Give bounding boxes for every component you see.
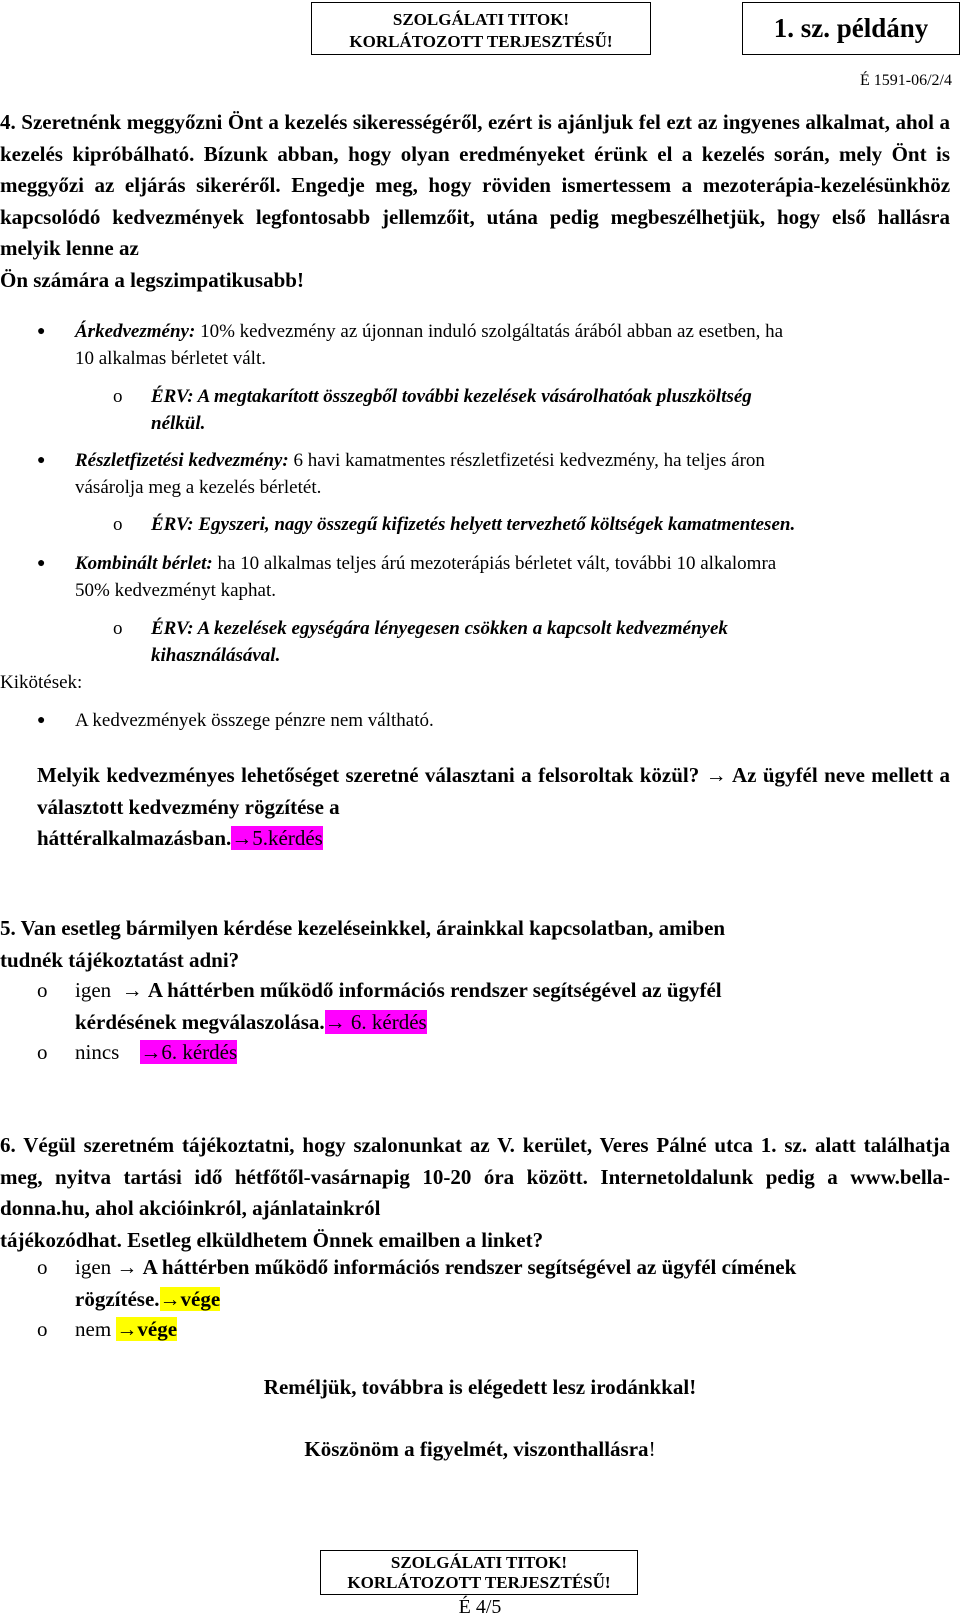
q6-option-no [37, 1314, 950, 1346]
argument-combined-pass [113, 615, 950, 669]
goto-end-link: →vége [159, 1286, 221, 1311]
goto-question-6-link: →6. kérdés [140, 1040, 238, 1064]
q6-line-2: alatt találhatja meg, nyitva tartási idő hétfőtől-vasárnapig 10-20 óra között. [0, 1133, 950, 1189]
condition-text: A kedvezmények összege pénzre nem váltható. [75, 710, 434, 731]
question-4-prompt [37, 760, 950, 855]
q6-line-4: tájékozódhat. Esetleg elküldhetem Önnek emailben a linket? [0, 1227, 544, 1252]
benefit-label: Árkedvezmény: [75, 321, 196, 342]
benefit-text-line-2: vásárolja meg a kezelés bérletét. [75, 477, 322, 498]
confidential-stamp-top [311, 2, 651, 55]
q6-line-3: Internetoldalunk pedig a www.bella-donna.hu, ahol akcióinkról, ajánlatainkról [0, 1164, 950, 1220]
prompt-line-1: Melyik kedvezményes lehetőséget szeretné választani a felsoroltak közül? [37, 763, 700, 787]
bullet-icon: ● [37, 324, 46, 339]
argument-line-2: nélkül. [151, 413, 206, 434]
q4-line-6: Ön számára a legszimpatikusabb! [0, 267, 304, 292]
bullet-icon: ● [37, 453, 46, 468]
argument-line-1: ÉRV: A kezelések egységára lényegesen csökken a kapcsolt kedvezmények [151, 618, 728, 639]
q4-line-2: ingyenes alkalmat, ahol a kezelés kipróbálható. Bízunk abban, hogy olyan eredményeket [0, 110, 951, 166]
argument-installment [113, 511, 950, 538]
argument-price-discount [113, 383, 950, 437]
confidential-stamp-bottom [320, 1550, 638, 1595]
confidential-line-1: SZOLGÁLATI TITOK! [392, 10, 570, 29]
arrow-icon: → [121, 978, 143, 1002]
benefit-text-line-2: 50% kedvezményt kaphat. [75, 580, 277, 601]
q4-line-5: legfontosabb jellemzőit, utána pedig megbeszélhetjük, hogy első hallásra melyik lenne az [0, 204, 950, 260]
closing-exclamation: ! [648, 1437, 656, 1461]
question-4-intro [0, 107, 950, 296]
option-marker: o [37, 1255, 48, 1279]
closing-line-1: Reméljük, továbbra is elégedett lesz irodánkkal! [263, 1375, 697, 1399]
closing-thanks: Köszönöm a figyelmét, viszonthallásra [304, 1437, 649, 1461]
page-number: É 4/5 [458, 1596, 502, 1618]
goto-end-link: →vége [116, 1317, 178, 1341]
benefit-text-line-1: 10% kedvezmény az újonnan induló szolgáltatás árából abban az esetben, ha [195, 321, 784, 342]
bullet-icon: ● [37, 556, 46, 571]
question-6 [0, 1130, 950, 1256]
benefit-label: Kombinált bérlet: [75, 553, 213, 574]
question-5 [0, 913, 950, 976]
q5-option-no [37, 1037, 950, 1069]
confidential-line-2: KORLÁTOZOTT TERJESZTÉSŰ! [349, 32, 613, 51]
argument-line-1: ÉRV: A megtakarított összegből további kezelések vásárolhatóak pluszköltség [151, 386, 752, 407]
confidential-line-2: KORLÁTOZOTT TERJESZTÉSŰ! [347, 1573, 611, 1592]
q4-line-4: röviden ismertessem a mezoterápia-kezelésünkhöz kapcsolódó kedvezmények [0, 173, 951, 229]
option-text-line-1: A háttérben működő információs rendszer segítségével az ügyfél [147, 978, 722, 1002]
option-text-line-2: rögzítése. [75, 1286, 160, 1311]
benefit-label: Részletfizetési kedvezmény: [75, 450, 289, 471]
q5-option-yes [37, 975, 950, 1038]
q6-line-1: 6. Végül szeretném tájékoztatni, hogy szalonunkat az V. kerület, Veres Pálné utca 1. sz. [0, 1133, 808, 1157]
benefit-text-line-1: 6 havi kamatmentes részletfizetési kedvezmény, ha teljes áron [288, 450, 765, 471]
q6-option-yes [37, 1252, 950, 1315]
argument-line-2: kihasználásával. [151, 645, 281, 666]
goto-question-5-link: →5.kérdés [231, 826, 323, 850]
goto-question-6-link: → 6. kérdés [324, 1009, 427, 1034]
q4-line-1: 4. Szeretnénk meggyőzni Önt a kezelés sikerességéről, ezért is ajánljuk fel ezt az [0, 110, 718, 134]
document-code: É 1591-06/2/4 [860, 72, 952, 89]
q5-line-2: tudnék tájékoztatást adni? [0, 947, 240, 972]
option-marker: o [37, 1040, 48, 1064]
bullet-icon: ● [37, 713, 46, 728]
copy-number-box: 1. sz. példány [742, 2, 960, 55]
q5-line-1: 5. Van esetleg bármilyen kérdése kezeléseinkkel, árainkkal kapcsolatban, amiben [0, 916, 726, 940]
option-text-line-2: kérdésének megválaszolása. [75, 1009, 325, 1034]
closing-line-2 [0, 1437, 960, 1462]
arrow-icon: → [699, 763, 732, 787]
confidential-line-1: SZOLGÁLATI TITOK! [390, 1553, 568, 1572]
option-word: nincs [75, 1040, 120, 1064]
sub-bullet-marker: o [113, 386, 123, 407]
prompt-line-3: háttéralkalmazásban. [37, 826, 232, 850]
benefit-text-line-2: 10 alkalmas bérletet vált. [75, 348, 266, 369]
conditions-heading: Kikötések: [0, 672, 83, 693]
option-word: igen [75, 1255, 112, 1279]
option-word: nem [75, 1317, 112, 1341]
sub-bullet-marker: o [113, 618, 123, 639]
option-text-line-1: A háttérben működő információs rendszer segítségével az ügyfél címének [142, 1255, 797, 1279]
sub-bullet-marker: o [113, 514, 123, 535]
option-marker: o [37, 978, 48, 1002]
arrow-icon: → [116, 1255, 138, 1279]
argument-line-1: ÉRV: Egyszeri, nagy összegű kifizetés helyett tervezhető költségek kamatmentesen. [151, 514, 796, 535]
option-marker: o [37, 1317, 48, 1341]
option-word: igen [75, 978, 112, 1002]
benefit-text-line-1: ha 10 alkalmas teljes árú mezoterápiás bérletet vált, további 10 alkalomra [212, 553, 777, 574]
prompt-line-1-end: Az [731, 763, 757, 787]
prompt-line-2: ügyfél neve mellett a választott kedvezmény rögzítése a [37, 763, 950, 819]
q4-line-3: érünk el a kezelés során, mely Önt is meggyőzi az eljárás sikeréről. Engedje meg, hogy [0, 141, 951, 197]
